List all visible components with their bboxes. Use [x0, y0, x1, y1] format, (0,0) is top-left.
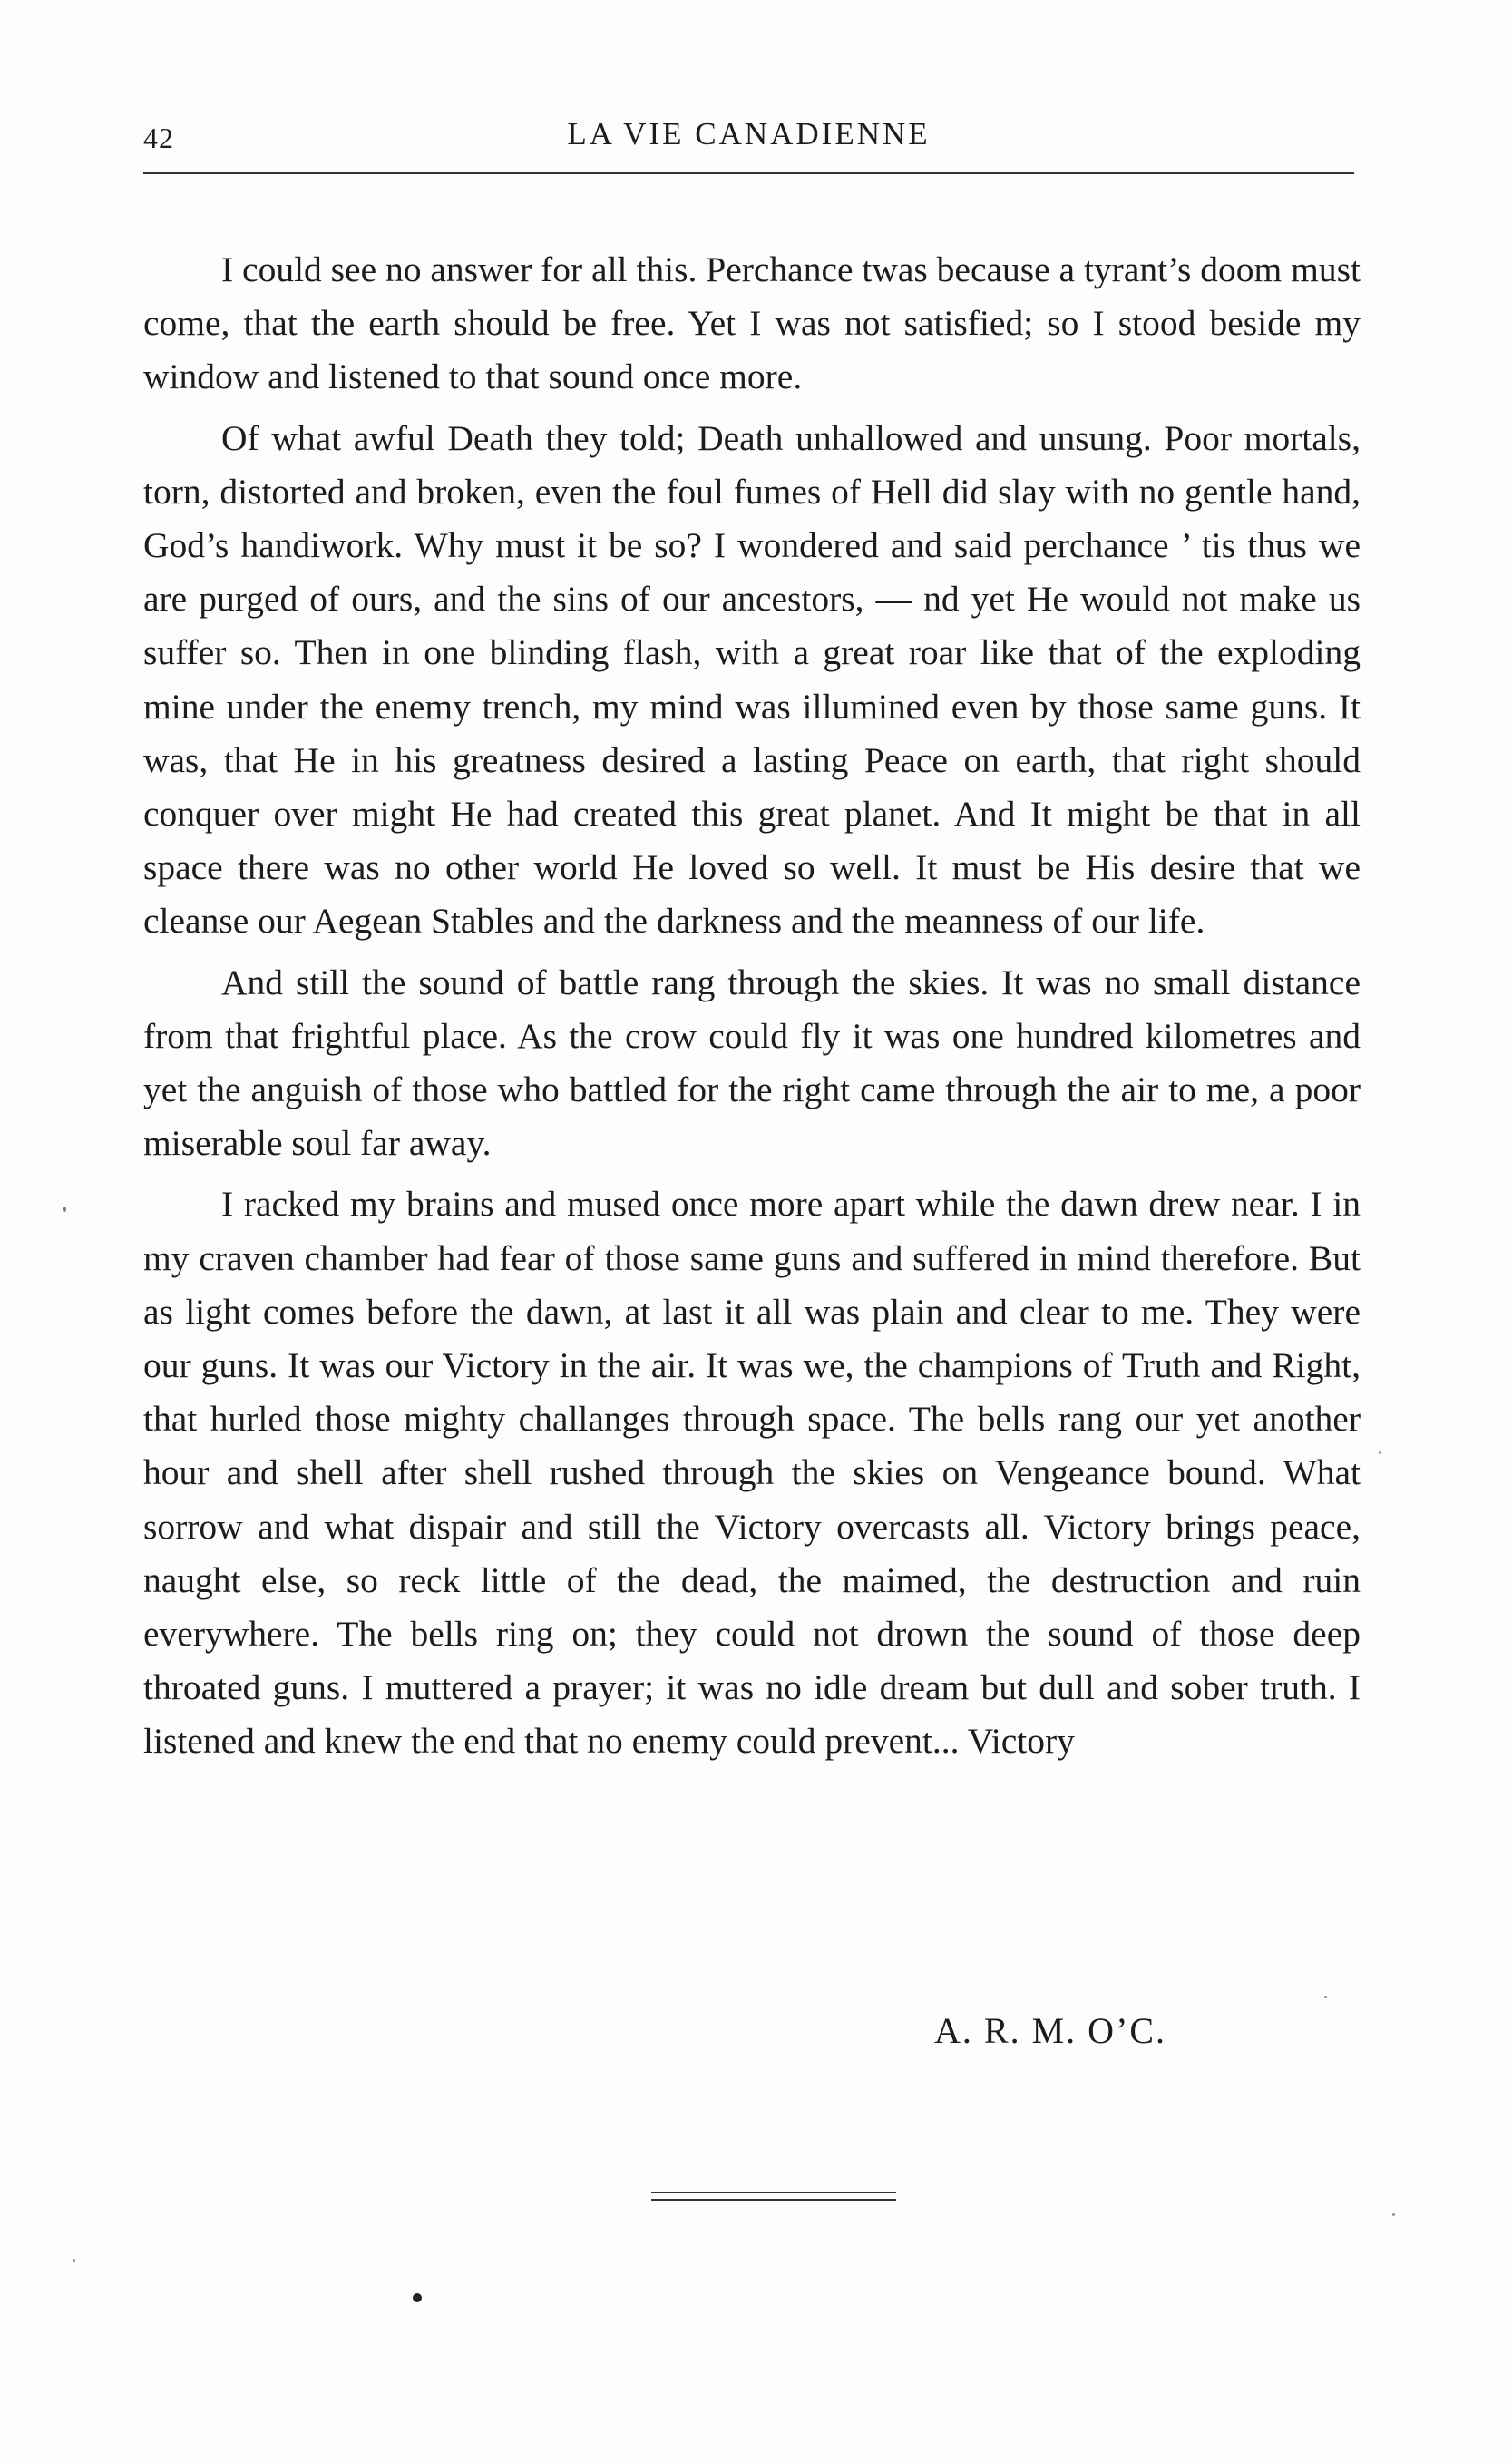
page-header: [143, 116, 1354, 171]
paragraph-3: And still the sound of battle rang through the skies. It was no small distance from that frightful place. As the crow could fly it was one hundred kilometres and yet the anguish of those who battled for the right came through the air to me, a poor miserable soul far away.: [143, 962, 1361, 1164]
ink-speck: [1379, 1451, 1381, 1454]
article-body: [143, 243, 1361, 1776]
running-title: LA VIE CANADIENNE: [567, 116, 931, 151]
closing-rule-top: [651, 2192, 896, 2193]
header-rule: [143, 172, 1354, 174]
ink-speck: [1392, 2213, 1395, 2216]
ink-speck: [1324, 1996, 1327, 1998]
closing-rule-bottom: [651, 2199, 896, 2201]
author-signature: A. R. M. O’C.: [934, 2010, 1167, 2051]
paragraph-2: Of what awful Death they told; Death unhallowed and unsung. Poor mortals, torn, distorted and broken, even the foul fumes of Hell did slay with no gentle hand, God’s handiwork. Why must it be so? I wondered and said perchance ’ tis thus we are purged of ours, and the sins of our ancestors, — nd yet He would not make us suffer so. Then in one blinding flash, with a great roar like that of the exploding mine under the enemy trench, my mind was illumined even by those same guns. It was, that He in his greatness desired a lasting Peace on earth, that right should conquer over might He had created this great planet. And It might be that in all space there was no other world He loved so well. It must be His desire that we cleanse our Aegean Stables and the darkness and the meanness of our life.: [143, 417, 1361, 942]
ink-speck: [413, 2293, 422, 2302]
page-number: 42: [143, 122, 174, 154]
ink-speck: [63, 1207, 66, 1212]
paragraph-4: I racked my brains and mused once more apart while the dawn drew near. I in my craven chamber had fear of those same guns and suffered in mind therefore. But as light comes before the dawn, at last it all was plain and clear to me. They were our guns. It was our Victory in the air. It was we, the champions of Truth and Right, that hurled those mighty challanges through space. The bells rang our yet another hour and shell after shell rushed through the skies on Vengeance bound. What sorrow and what dispair and still the Victory overcasts all. Victory brings peace, naught else, so reck little of the dead, the maimed, the destruction and ruin everywhere. The bells ring on; they could not drown the sound of those deep throated guns. I muttered a prayer; it was no idle dream but dull and sober truth. I listened and knew the end that no enemy could prevent... Victory: [143, 1184, 1361, 1762]
paragraph-1: I could see no answer for all this. Perchance twas because a tyrant’s doom must come, that the earth should be free. Yet I was not satisfied; so I stood beside my window and listened to that sound once more.: [143, 249, 1361, 397]
ink-speck: [73, 2259, 75, 2262]
